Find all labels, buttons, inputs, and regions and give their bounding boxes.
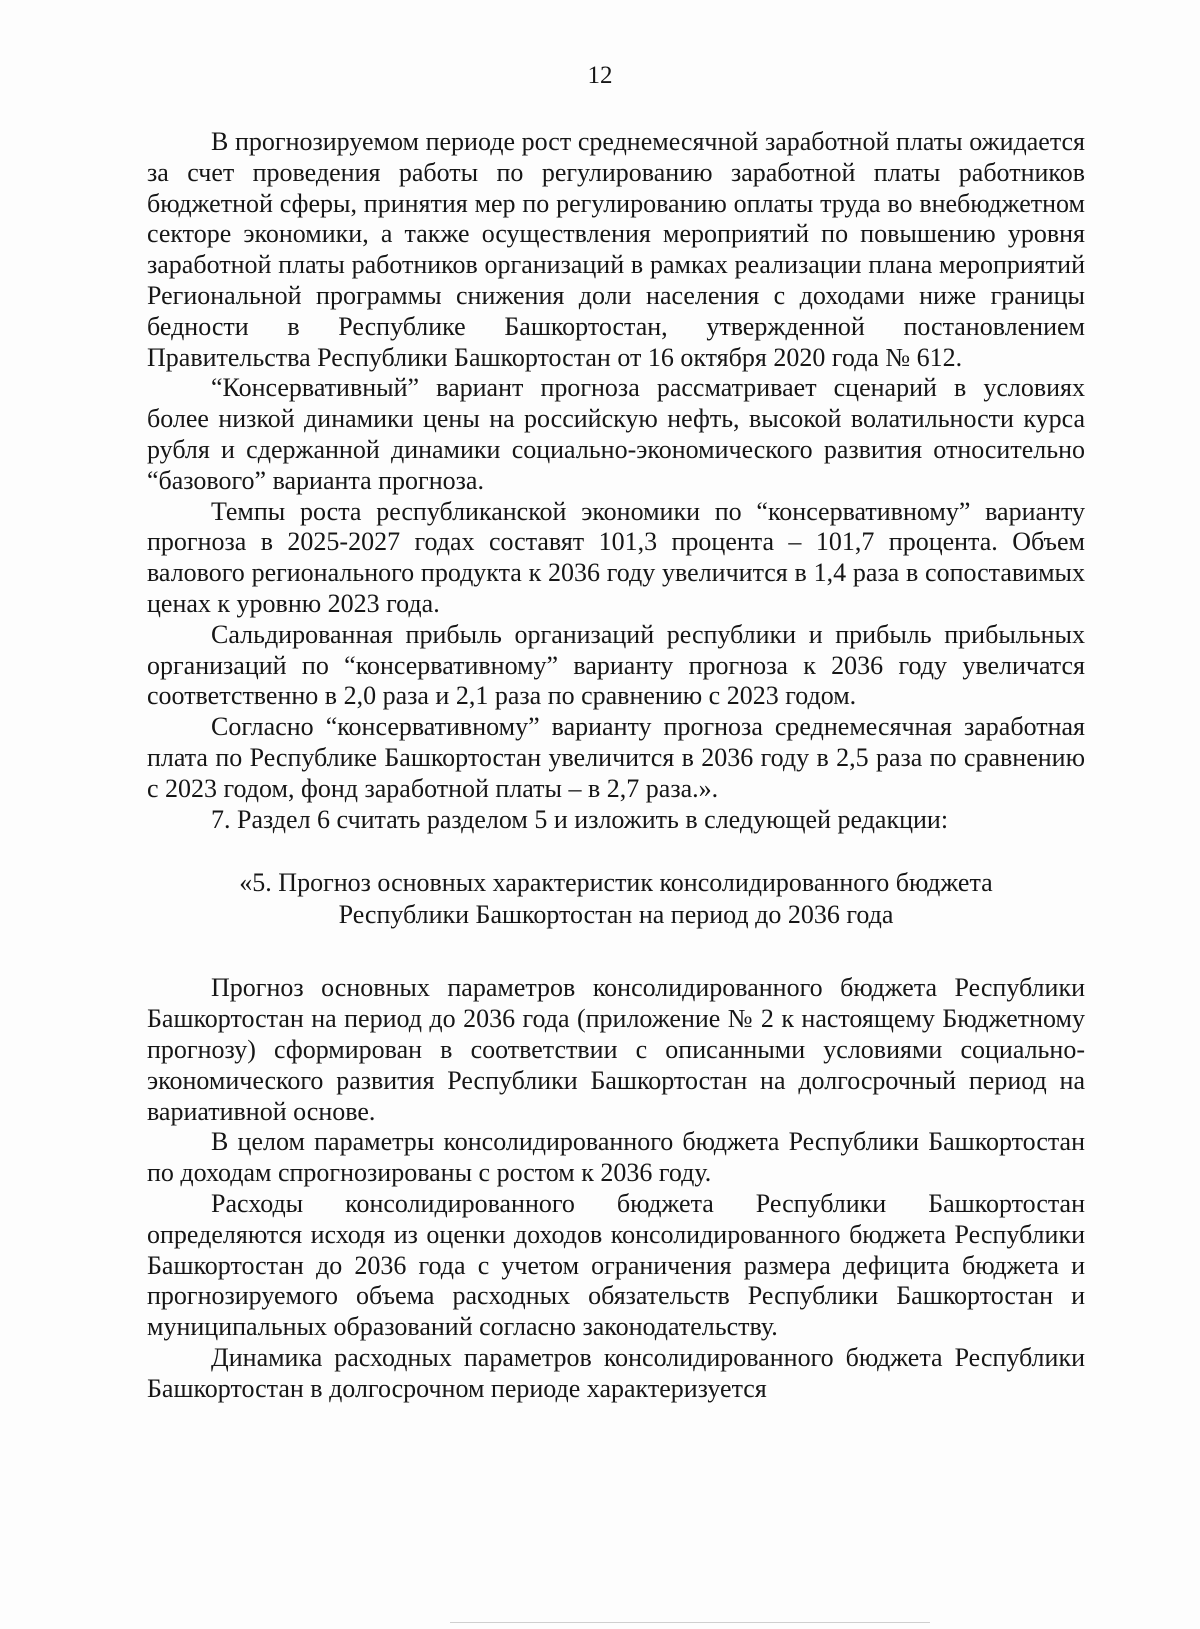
page-number: 12 (587, 62, 613, 89)
paragraph-revenue: В целом параметры консолидированного бюджета Республики Башкортостан по доходам спрогнозированы с ростом к 2036 году. (147, 1127, 1085, 1188)
paragraph-expenditure: Расходы консолидированного бюджета Республики Башкортостан определяются исходя из оценки доходов консолидированного бюджета Республики Башкортостан до 2036 года с учетом ограничения размера дефицита бюджета и прогнозируемого объема расходных обязательств Республики Башкортостан и муниципальных образований согласно законодательству. (147, 1188, 1085, 1342)
paragraph-wages-conservative: Согласно “консервативному” варианту прогноза среднемесячная заработная плата по Республике Башкортостан увеличится в 2036 году в 2,5 раза по сравнению с 2023 годом, фонд заработной платы – в 2,7 раза.». (147, 712, 1085, 803)
section-title-line-2: Республики Башкортостан на период до 2036 года (338, 900, 894, 930)
paragraph-profit: Сальдированная прибыль организаций республики и прибыль прибыльных организаций по “консервативному” варианту прогноза к 2036 году увеличатся соответственно в 2,0 раза и 2,1 раза по сравнению с 2023 годом. (147, 619, 1085, 711)
scan-artifact-line (450, 1622, 930, 1623)
paragraph-wage-forecast: В прогнозируемом периоде рост среднемесячной заработной платы ожидается за счет проведения работы по регулированию заработной платы работников бюджетной сферы, принятия мер по регулированию оплаты труда во внебюджетном секторе экономики, а также осуществления мероприятий по повышению уровня заработной платы работников организаций в рамках реализации плана мероприятий Региональной программы снижения доли населения с доходами ниже границы бедности в Республике Башкортостан, утвержденной постановлением Правительства Республики Башкортостан от 16 октября 2020 года № 612. (147, 127, 1085, 372)
section-title-line-1: «5. Прогноз основных характеристик консолидированного бюджета (239, 868, 993, 898)
document-body (147, 127, 1085, 1404)
paragraph-conservative-scenario: “Консервативный” вариант прогноза рассматривает сценарий в условиях более низкой динамики цены на российскую нефть, высокой волатильности курса рубля и сдержанной динамики социально-экономического развития относительно “базового” варианта прогноза. (147, 373, 1085, 495)
paragraph-growth-rates: Темпы роста республиканской экономики по “консервативному” варианту прогноза в 2025-2027 годах составят 101,3 процента – 101,7 процента. Объем валового регионального продукта к 2036 году увеличится в 1,4 раза в сопоставимых ценах к уровню 2023 года. (147, 496, 1085, 618)
section-title (147, 867, 1085, 931)
paragraph-amendment-7: 7. Раздел 6 считать разделом 5 и изложить в следующей редакции: (211, 804, 949, 834)
paragraph-expenditure-dynamics: Динамика расходных параметров консолидированного бюджета Республики Башкортостан в долгосрочном периоде характеризуется (147, 1342, 1085, 1403)
paragraph-budget-forecast: Прогноз основных параметров консолидированного бюджета Республики Башкортостан на период до 2036 года (приложение № 2 к настоящему Бюджетному прогнозу) сформирован в соответствии с описанными условиями социально-экономического развития Республики Башкортостан на долгосрочный период на вариативной основе. (147, 973, 1085, 1126)
